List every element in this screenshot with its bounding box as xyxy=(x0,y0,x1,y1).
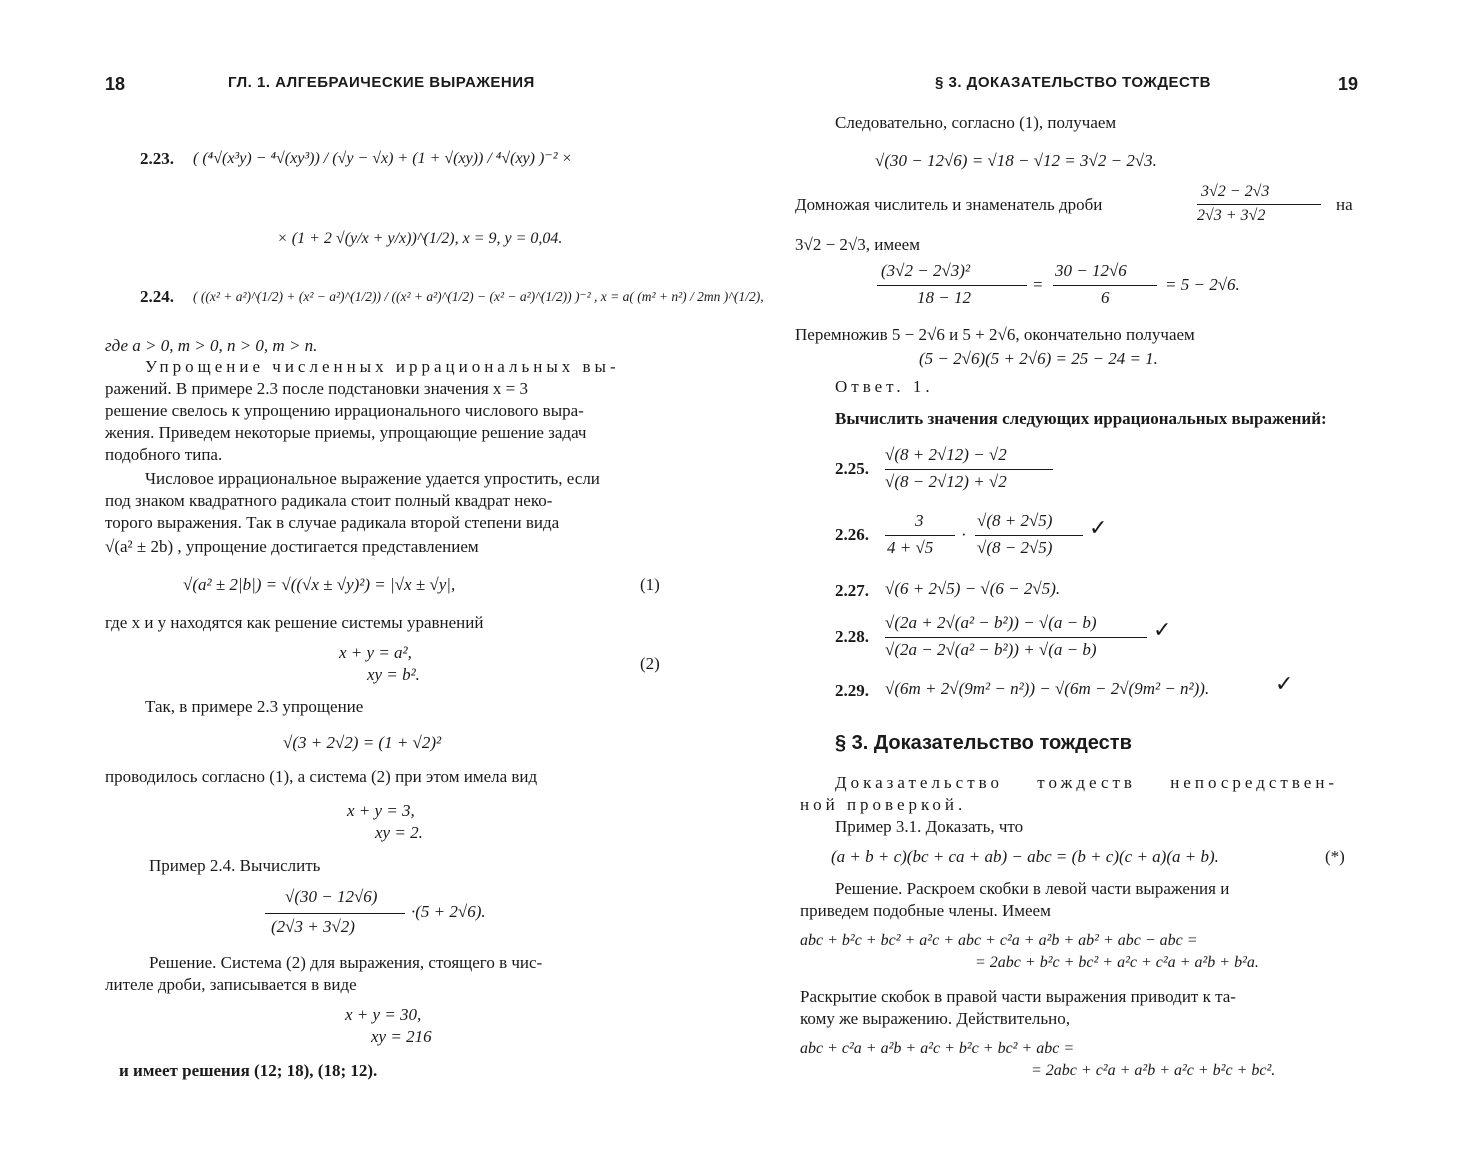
paragraph-line: жения. Приведем некоторые приемы, упрощающие решение задач xyxy=(105,423,587,442)
paragraph-line: на xyxy=(1336,195,1353,214)
product-formula: (5 − 2√6)(5 + 2√6) = 25 − 24 = 1. xyxy=(919,349,1158,368)
paragraph-line: √(a² ± 2b) , упрощение достигается представлением xyxy=(105,537,479,556)
fraction-denominator: √(8 − 2√12) + √2 xyxy=(885,472,1007,491)
right-page-header xyxy=(795,74,1365,98)
paragraph-line: решение свелось к упрощению иррационального числового выра- xyxy=(105,401,584,420)
paragraph-line: ражений. В примере 2.3 после подстановки значения x = 3 xyxy=(105,379,528,398)
identity-formula: (a + b + c)(bc + ca + ab) − abc = (b + c)(c + a)(a + b). xyxy=(831,847,1219,866)
system-2-line: x + y = a², xyxy=(339,643,412,662)
fraction-denominator: √(8 − 2√5) xyxy=(977,538,1053,557)
expansion-line: = 2abc + c²a + a²b + a²c + b²c + bc². xyxy=(1031,1062,1276,1079)
system-4-line: x + y = 30, xyxy=(345,1005,422,1024)
answer: Ответ. 1. xyxy=(835,377,934,396)
right-page xyxy=(795,0,1365,1173)
example-heading: Пример 2.4. Вычислить xyxy=(149,856,321,875)
problem-2-28 xyxy=(885,612,1215,668)
formula-number: (*) xyxy=(1325,847,1345,866)
problem-number: 2.24. xyxy=(140,287,174,306)
page-number: 19 xyxy=(1338,74,1359,94)
fraction-denominator: (2√3 + 3√2) xyxy=(271,917,355,936)
fraction-numerator: 30 − 12√6 xyxy=(1055,261,1127,280)
fraction-denominator: 6 xyxy=(1101,288,1110,307)
fraction-denominator: 4 + √5 xyxy=(887,538,934,557)
left-page xyxy=(105,0,764,1173)
conditions: где a > 0, m > 0, n > 0, m > n. xyxy=(105,336,318,355)
fraction-denominator: 18 − 12 xyxy=(917,288,971,307)
paragraph-line: кому же выражению. Действительно, xyxy=(800,1009,1070,1028)
check-mark-icon: ✓ xyxy=(1089,516,1108,541)
paragraph-line: где x и y находятся как решение системы уравнений xyxy=(105,613,484,632)
exercise-intro: Вычислить значения следующих иррациональных выражений: xyxy=(835,409,1327,428)
problem-number: 2.27. xyxy=(835,581,869,600)
paragraph-line: 3√2 − 2√3, имеем xyxy=(795,235,920,254)
paragraph-line: Следовательно, согласно (1), получаем xyxy=(835,113,1117,132)
page-number: 18 xyxy=(105,74,126,94)
fraction-numerator: 3√2 − 2√3 xyxy=(1201,183,1270,200)
problem-2-27-expression: √(6 + 2√5) − √(6 − 2√5). xyxy=(885,579,1061,598)
check-mark-icon: ✓ xyxy=(1153,618,1172,643)
problem-2-23-continuation: × (1 + 2 √(y/x + y/x))^(1/2), x = 9, y = 0,04. xyxy=(277,230,563,247)
paragraph-line: под знаком квадратного радикала стоит полный квадрат неко- xyxy=(105,491,553,510)
problem-2-23-expression: ( (⁴√(x³y) − ⁴√(xy³)) / (√y − √x) + (1 + √(xy)) / ⁴√(xy) )⁻² × xyxy=(193,150,573,167)
paragraph-line: торого выражения. Так в случае радикала второй степени вида xyxy=(105,513,560,532)
fraction-tail: = 5 − 2√6. xyxy=(1165,275,1240,294)
result-formula-2: (3√2 − 2√3)² 18 − 12 = 30 − 12√6 6 = 5 − 2√6. xyxy=(877,260,1297,312)
fraction-bar xyxy=(885,637,1147,638)
left-page-header xyxy=(105,74,705,98)
section-title: § 3. Доказательство тождеств xyxy=(835,732,1132,754)
expansion-line: abc + c²a + a²b + a²c + b²c + bc² + abc = xyxy=(800,1040,1075,1057)
running-head: ГЛ. 1. АЛГЕБРАИЧЕСКИЕ ВЫРАЖЕНИЯ xyxy=(228,74,535,91)
fraction-bar xyxy=(877,285,1027,286)
expansion-line: abc + b²c + bc² + a²c + abc + c²a + a²b + ab² + abc − abc = xyxy=(800,932,1198,949)
system-4-line: xy = 216 xyxy=(371,1027,432,1046)
fraction-numerator: √(30 − 12√6) xyxy=(285,887,378,906)
paragraph-line: проводилось согласно (1), а система (2) при этом имела вид xyxy=(105,767,538,786)
fraction-bar xyxy=(885,535,955,536)
problem-number: 2.28. xyxy=(835,627,869,646)
paragraph-line: Домножая числитель и знаменатель дроби xyxy=(795,195,1103,214)
problem-2-25 xyxy=(885,444,1075,500)
paragraph-line: лителе дроби, записывается в виде xyxy=(105,975,357,994)
system-3-line: x + y = 3, xyxy=(347,801,415,820)
simplification-formula: √(3 + 2√2) = (1 + √2)² xyxy=(283,733,442,752)
paragraph-line: Решение. Раскроем скобки в левой части выражения и xyxy=(835,879,1230,898)
fraction-tail: ·(5 + 2√6). xyxy=(411,902,486,921)
problem-2-24-expression: ( ((x² + a²)^(1/2) + (x² − a²)^(1/2)) / ((x² + a²)^(1/2) − (x² − a²)^(1/2)) )⁻² , x = a( (m² + n²) / 2mn )^(1/2), xyxy=(193,289,764,304)
example-2-4-formula xyxy=(265,886,625,942)
paragraph-line: Раскрытие скобок в правой части выражения приводит к та- xyxy=(800,987,1236,1006)
formula-number: (1) xyxy=(640,575,660,594)
inline-fraction xyxy=(1197,181,1327,229)
problem-2-29-expression: √(6m + 2√(9m² − n²)) − √(6m − 2√(9m² − n²)). xyxy=(885,679,1210,698)
paragraph-line: Решение. Система (2) для выражения, стоящего в чис- xyxy=(149,953,543,972)
fraction-numerator: 3 xyxy=(915,511,924,530)
problem-number: 2.25. xyxy=(835,459,869,478)
problem-number: 2.23. xyxy=(140,149,174,168)
paragraph-line: подобного типа. xyxy=(105,445,223,464)
fraction-denominator: √(2a − 2√(a² − b²)) + √(a − b) xyxy=(885,640,1097,659)
system-3-line: xy = 2. xyxy=(375,823,423,842)
fraction-numerator: (3√2 − 2√3)² xyxy=(881,261,971,280)
check-mark-icon: ✓ xyxy=(1275,672,1294,697)
paragraph-line: Перемножив 5 − 2√6 и 5 + 2√6, окончательно получаем xyxy=(795,325,1195,344)
fraction-bar xyxy=(1053,285,1157,286)
formula-1: √(a² ± 2|b|) = √((√x ± √y)²) = |√x ± √y|, xyxy=(183,575,456,594)
fraction-bar xyxy=(265,913,405,914)
fraction-numerator: √(2a + 2√(a² − b²)) − √(a − b) xyxy=(885,613,1097,632)
problem-2-26: 3 4 + √5 · √(8 + 2√5) √(8 − 2√5) ✓ xyxy=(887,511,1108,557)
example-heading: Пример 3.1. Доказать, что xyxy=(835,817,1024,836)
result-formula: √(30 − 12√6) = √18 − √12 = 3√2 − 2√3. xyxy=(875,151,1157,170)
problem-number: 2.29. xyxy=(835,681,869,700)
fraction-bar xyxy=(885,469,1053,470)
system-2-line: xy = b². xyxy=(367,665,420,684)
paragraph-line: Доказательство тождеств непосредствен- xyxy=(835,773,1339,792)
expansion-line: = 2abc + b²c + bc² + a²c + c²a + a²b + b²a. xyxy=(975,954,1259,971)
fraction-numerator: √(8 + 2√12) − √2 xyxy=(885,445,1007,464)
paragraph-line: и имеет решения (12; 18), (18; 12). xyxy=(119,1061,378,1080)
paragraph-line: ной проверкой. xyxy=(800,795,967,814)
formula-number: (2) xyxy=(640,654,660,673)
fraction-numerator: √(8 + 2√5) xyxy=(977,511,1053,530)
paragraph-line: Числовое иррациональное выражение удается упростить, если xyxy=(145,469,600,488)
fraction-bar xyxy=(975,535,1083,536)
running-head: § 3. ДОКАЗАТЕЛЬСТВО ТОЖДЕСТВ xyxy=(935,74,1211,91)
paragraph-line: Упрощение численных иррациональных вы- xyxy=(145,357,620,376)
fraction-denominator: 2√3 + 3√2 xyxy=(1197,207,1266,224)
paragraph-line: Так, в примере 2.3 упрощение xyxy=(145,697,364,716)
paragraph-line: приведем подобные члены. Имеем xyxy=(800,901,1051,920)
problem-number: 2.26. xyxy=(835,525,869,544)
